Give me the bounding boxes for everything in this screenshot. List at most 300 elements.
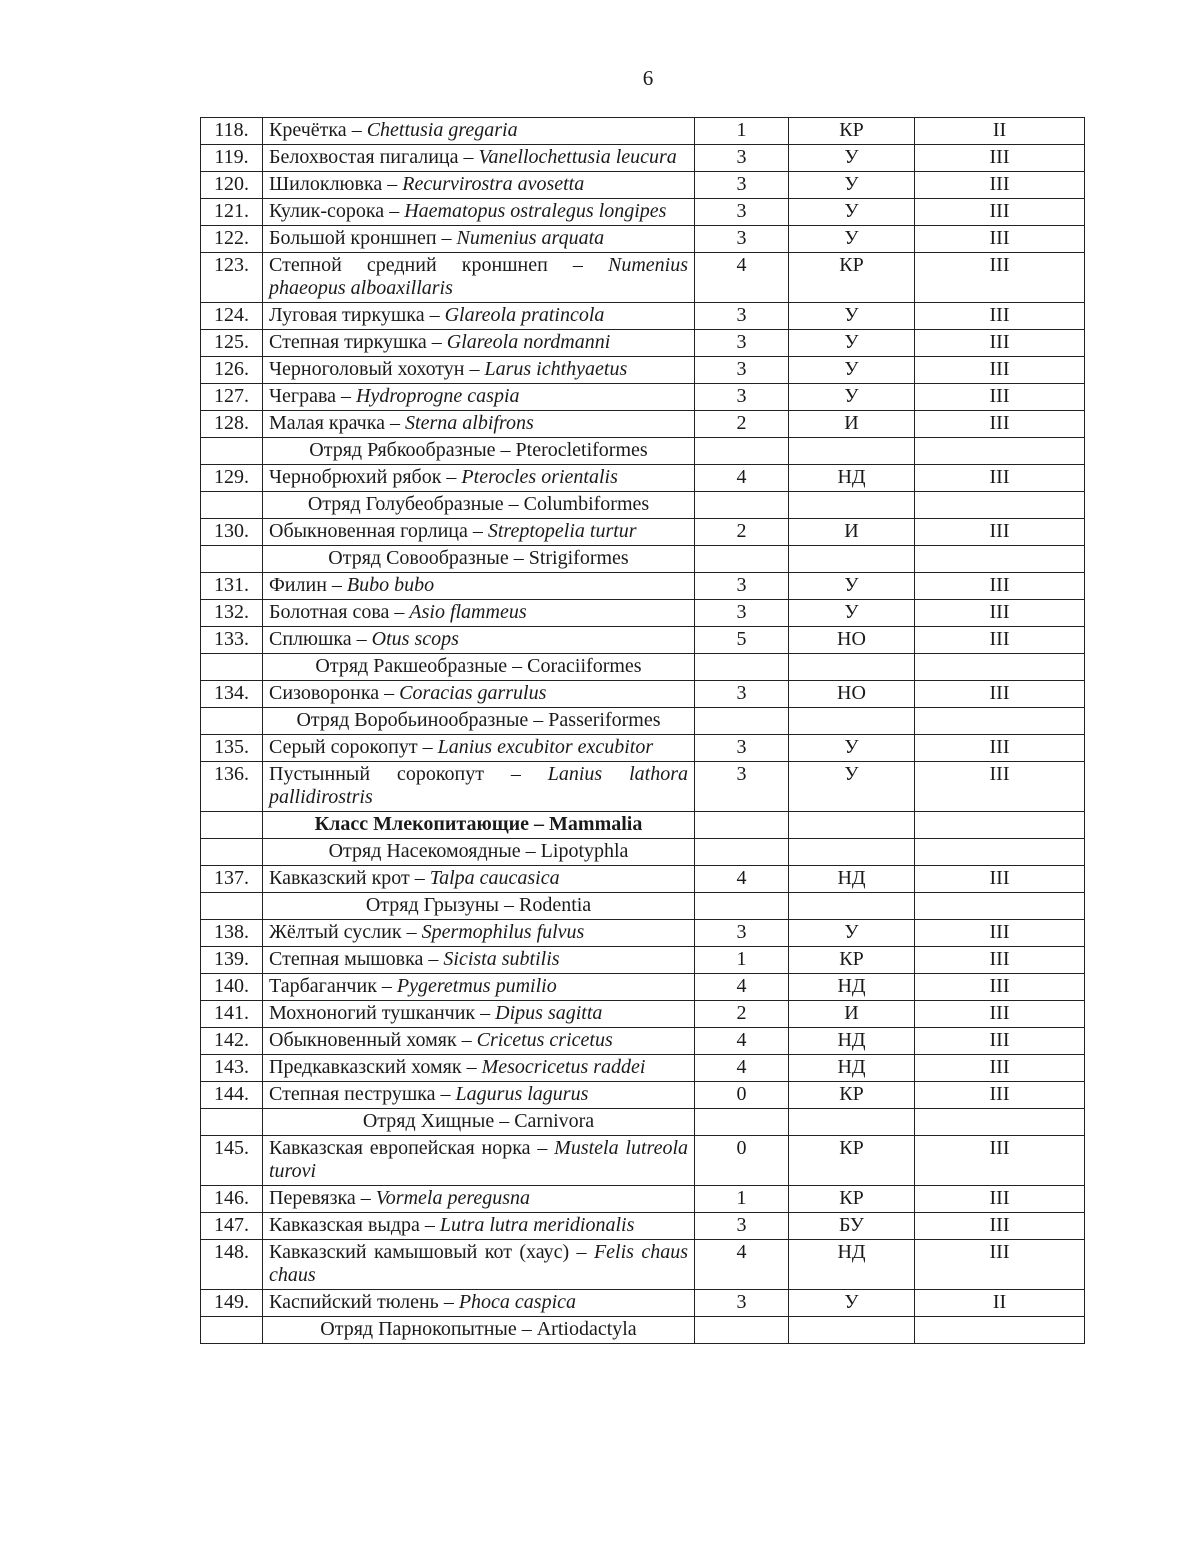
- empty-cell: [695, 1109, 789, 1136]
- table-row: [201, 172, 1085, 199]
- protection-level: III: [915, 1240, 1085, 1290]
- latin-name: Lanius lathora pallidirostris: [269, 763, 688, 808]
- row-number: 144.: [201, 1082, 263, 1109]
- latin-name: Chettusia gregaria: [366, 119, 518, 141]
- empty-cell: [789, 1109, 915, 1136]
- empty-cell: [789, 492, 915, 519]
- species-name: [263, 384, 695, 411]
- row-number: 140.: [201, 974, 263, 1001]
- status-code: У: [789, 920, 915, 947]
- name-separator: –: [436, 227, 457, 249]
- rarity-category: 3: [695, 600, 789, 627]
- rarity-category: 3: [695, 1213, 789, 1240]
- protection-level: II: [915, 118, 1085, 145]
- table-row: [201, 1028, 1085, 1055]
- empty-cell: [695, 893, 789, 920]
- russian-name: Сплюшка: [269, 628, 352, 650]
- status-code: КР: [789, 947, 915, 974]
- russian-name: Луговая тиркушка: [269, 304, 425, 326]
- status-code: НД: [789, 974, 915, 1001]
- species-name: [263, 1136, 695, 1186]
- latin-name: Dipus sagitta: [495, 1002, 603, 1024]
- protection-level: III: [915, 1082, 1085, 1109]
- russian-name: Степная тиркушка: [269, 331, 427, 353]
- name-separator: –: [456, 1029, 477, 1051]
- latin-name: Coracias garrulus: [399, 682, 547, 704]
- order-heading-row: [201, 893, 1085, 920]
- table-row: [201, 1082, 1085, 1109]
- rarity-category: 2: [695, 1001, 789, 1028]
- russian-name: Кулик-сорока: [269, 200, 385, 222]
- russian-name: Пустынный сорокопут: [269, 763, 484, 785]
- empty-cell: [201, 1109, 263, 1136]
- status-code: У: [789, 735, 915, 762]
- status-code: КР: [789, 1186, 915, 1213]
- table-row: [201, 627, 1085, 654]
- empty-cell: [915, 546, 1085, 573]
- name-separator: –: [464, 358, 485, 380]
- species-name: [263, 573, 695, 600]
- status-code: У: [789, 199, 915, 226]
- species-name: [263, 357, 695, 384]
- table-row: [201, 411, 1085, 438]
- row-number: 132.: [201, 600, 263, 627]
- species-name: [263, 145, 695, 172]
- status-code: КР: [789, 1136, 915, 1186]
- protection-level: III: [915, 1186, 1085, 1213]
- protection-level: III: [915, 357, 1085, 384]
- latin-name: Mesocricetus raddei: [481, 1056, 646, 1078]
- rarity-category: 2: [695, 519, 789, 546]
- species-name: [263, 303, 695, 330]
- latin-name: Felis chaus chaus: [269, 1241, 689, 1286]
- species-name: [263, 735, 695, 762]
- status-code: БУ: [789, 1213, 915, 1240]
- status-code: У: [789, 330, 915, 357]
- empty-cell: [789, 438, 915, 465]
- row-number: 135.: [201, 735, 263, 762]
- rarity-category: 3: [695, 762, 789, 812]
- table-row: [201, 1186, 1085, 1213]
- rarity-category: 0: [695, 1136, 789, 1186]
- russian-name: Мохноногий тушканчик: [269, 1002, 476, 1024]
- name-separator: –: [389, 601, 410, 623]
- species-name: [263, 118, 695, 145]
- species-name: [263, 1082, 695, 1109]
- status-code: НО: [789, 681, 915, 708]
- status-code: КР: [789, 118, 915, 145]
- species-name: [263, 600, 695, 627]
- latin-name: Numenius phaeopus alboaxillaris: [269, 254, 688, 299]
- status-code: КР: [789, 1082, 915, 1109]
- rarity-category: 4: [695, 253, 789, 303]
- status-code: У: [789, 357, 915, 384]
- row-number: 127.: [201, 384, 263, 411]
- species-name: [263, 226, 695, 253]
- row-number: 122.: [201, 226, 263, 253]
- species-name: [263, 465, 695, 492]
- table-row: [201, 762, 1085, 812]
- empty-cell: [695, 492, 789, 519]
- table-row: [201, 974, 1085, 1001]
- status-code: НД: [789, 1240, 915, 1290]
- species-name: [263, 519, 695, 546]
- empty-cell: [915, 839, 1085, 866]
- russian-name: Белохвостая пигалица: [269, 146, 459, 168]
- latin-name: Vanellochettusia leucura: [478, 146, 677, 168]
- name-separator: –: [530, 1137, 555, 1159]
- russian-name: Черноголовый хохотун: [269, 358, 465, 380]
- protection-level: III: [915, 947, 1085, 974]
- empty-cell: [695, 708, 789, 735]
- protection-level: III: [915, 762, 1085, 812]
- empty-cell: [201, 708, 263, 735]
- row-number: 131.: [201, 573, 263, 600]
- empty-cell: [201, 893, 263, 920]
- empty-cell: [915, 812, 1085, 839]
- protection-level: III: [915, 226, 1085, 253]
- rarity-category: 0: [695, 1082, 789, 1109]
- row-number: 120.: [201, 172, 263, 199]
- empty-cell: [695, 1317, 789, 1344]
- empty-cell: [201, 812, 263, 839]
- row-number: 147.: [201, 1213, 263, 1240]
- species-name: [263, 1028, 695, 1055]
- russian-name: Кречётка: [269, 119, 347, 141]
- protection-level: III: [915, 199, 1085, 226]
- name-separator: –: [376, 975, 397, 997]
- empty-cell: [789, 812, 915, 839]
- russian-name: Чеграва: [269, 385, 337, 407]
- name-separator: –: [426, 331, 447, 353]
- rarity-category: 4: [695, 1028, 789, 1055]
- row-number: 129.: [201, 465, 263, 492]
- russian-name: Болотная сова: [269, 601, 390, 623]
- order-heading: Отряд Голубеобразные – Columbiformes: [263, 492, 695, 519]
- latin-name: Haematopus ostralegus longipes: [404, 200, 667, 222]
- empty-cell: [915, 654, 1085, 681]
- species-name: [263, 1240, 695, 1290]
- protection-level: III: [915, 1213, 1085, 1240]
- empty-cell: [789, 546, 915, 573]
- rarity-category: 3: [695, 226, 789, 253]
- name-separator: –: [435, 1083, 456, 1105]
- empty-cell: [789, 839, 915, 866]
- protection-level: III: [915, 920, 1085, 947]
- table-row: [201, 1290, 1085, 1317]
- species-name: [263, 253, 695, 303]
- protection-level: III: [915, 1055, 1085, 1082]
- species-name: [263, 199, 695, 226]
- rarity-category: 4: [695, 866, 789, 893]
- latin-name: Spermophilus fulvus: [421, 921, 585, 943]
- name-separator: –: [461, 1056, 482, 1078]
- class-heading-row: [201, 812, 1085, 839]
- table-row: [201, 253, 1085, 303]
- row-number: 121.: [201, 199, 263, 226]
- row-number: 128.: [201, 411, 263, 438]
- latin-name: Bubo bubo: [346, 574, 435, 596]
- protection-level: III: [915, 1136, 1085, 1186]
- latin-name: Vormela peregusna: [375, 1187, 531, 1209]
- russian-name: Кавказская выдра: [269, 1214, 420, 1236]
- latin-name: Sicista subtilis: [443, 948, 560, 970]
- protection-level: III: [915, 384, 1085, 411]
- table-row: [201, 1055, 1085, 1082]
- status-code: НО: [789, 627, 915, 654]
- order-heading: Отряд Грызуны – Rodentia: [263, 893, 695, 920]
- empty-cell: [915, 1317, 1085, 1344]
- species-name: [263, 762, 695, 812]
- protection-level: III: [915, 172, 1085, 199]
- protection-level: III: [915, 145, 1085, 172]
- row-number: 133.: [201, 627, 263, 654]
- species-name: [263, 627, 695, 654]
- rarity-category: 1: [695, 947, 789, 974]
- empty-cell: [915, 1109, 1085, 1136]
- empty-cell: [695, 654, 789, 681]
- row-number: 126.: [201, 357, 263, 384]
- status-code: КР: [789, 253, 915, 303]
- russian-name: Шилоклювка: [269, 173, 383, 195]
- order-heading-row: [201, 1317, 1085, 1344]
- russian-name: Обыкновенный хомяк: [269, 1029, 457, 1051]
- rarity-category: 3: [695, 384, 789, 411]
- protection-level: III: [915, 253, 1085, 303]
- russian-name: Степная пеструшка: [269, 1083, 436, 1105]
- rarity-category: 3: [695, 920, 789, 947]
- name-separator: –: [355, 1187, 376, 1209]
- rarity-category: 5: [695, 627, 789, 654]
- name-separator: –: [385, 412, 406, 434]
- rarity-category: 1: [695, 118, 789, 145]
- rarity-category: 3: [695, 735, 789, 762]
- species-name: [263, 1186, 695, 1213]
- page-number: 6: [642, 66, 654, 90]
- latin-name: Lanius excubitor excubitor: [437, 736, 654, 758]
- russian-name: Малая крачка: [269, 412, 386, 434]
- status-code: У: [789, 384, 915, 411]
- status-code: НД: [789, 465, 915, 492]
- row-number: 134.: [201, 681, 263, 708]
- status-code: У: [789, 145, 915, 172]
- species-name: [263, 330, 695, 357]
- status-code: У: [789, 226, 915, 253]
- order-heading-row: [201, 546, 1085, 573]
- latin-name: Phoca caspica: [458, 1291, 576, 1313]
- russian-name: Кавказский крот: [269, 867, 410, 889]
- russian-name: Обыкновенная горлица: [269, 520, 468, 542]
- table-row: [201, 600, 1085, 627]
- russian-name: Перевязка: [269, 1187, 356, 1209]
- order-heading-row: [201, 654, 1085, 681]
- russian-name: Каспийский тюлень: [269, 1291, 439, 1313]
- table-row: [201, 735, 1085, 762]
- latin-name: Mustela lutreola turovi: [269, 1137, 689, 1182]
- latin-name: Sterna albifrons: [405, 412, 534, 434]
- empty-cell: [789, 654, 915, 681]
- order-heading-row: [201, 839, 1085, 866]
- table-row: [201, 330, 1085, 357]
- rarity-category: 3: [695, 357, 789, 384]
- protection-level: III: [915, 519, 1085, 546]
- order-heading: Отряд Насекомоядные – Lipotyphla: [263, 839, 695, 866]
- table-row: [201, 1213, 1085, 1240]
- name-separator: –: [384, 200, 405, 222]
- row-number: 141.: [201, 1001, 263, 1028]
- protection-level: II: [915, 1290, 1085, 1317]
- species-name: [263, 920, 695, 947]
- table-row: [201, 303, 1085, 330]
- row-number: 123.: [201, 253, 263, 303]
- russian-name: Предкавказский хомяк: [269, 1056, 462, 1078]
- latin-name: Glareola nordmanni: [446, 331, 611, 353]
- table-row: [201, 145, 1085, 172]
- species-name: [263, 411, 695, 438]
- row-number: 143.: [201, 1055, 263, 1082]
- empty-cell: [201, 438, 263, 465]
- latin-name: Otus scops: [371, 628, 459, 650]
- empty-cell: [201, 1317, 263, 1344]
- table-row: [201, 947, 1085, 974]
- rarity-category: 4: [695, 1055, 789, 1082]
- empty-cell: [201, 839, 263, 866]
- latin-name: Lutra lutra meridionalis: [439, 1214, 635, 1236]
- name-separator: –: [547, 254, 608, 276]
- status-code: И: [789, 1001, 915, 1028]
- rarity-category: 3: [695, 172, 789, 199]
- name-separator: –: [417, 736, 438, 758]
- table-row: [201, 573, 1085, 600]
- order-heading-row: [201, 1109, 1085, 1136]
- table-row: [201, 1136, 1085, 1186]
- empty-cell: [201, 654, 263, 681]
- name-separator: –: [467, 520, 488, 542]
- name-separator: –: [409, 867, 430, 889]
- rarity-category: 4: [695, 974, 789, 1001]
- empty-cell: [695, 546, 789, 573]
- latin-name: Hydroprogne caspia: [356, 385, 520, 407]
- name-separator: –: [401, 921, 422, 943]
- status-code: НД: [789, 1028, 915, 1055]
- species-name: [263, 1055, 695, 1082]
- table-row: [201, 465, 1085, 492]
- species-name: [263, 866, 695, 893]
- protection-level: III: [915, 465, 1085, 492]
- order-heading: Отряд Совообразные – Strigiformes: [263, 546, 695, 573]
- order-heading: Отряд Воробьинообразные – Passeriformes: [263, 708, 695, 735]
- table-row: [201, 1001, 1085, 1028]
- row-number: 142.: [201, 1028, 263, 1055]
- rarity-category: 4: [695, 465, 789, 492]
- latin-name: Lagurus lagurus: [455, 1083, 589, 1105]
- empty-cell: [695, 812, 789, 839]
- russian-name: Степной средний кроншнеп: [269, 254, 548, 276]
- name-separator: –: [438, 1291, 459, 1313]
- status-code: У: [789, 600, 915, 627]
- name-separator: –: [569, 1241, 594, 1263]
- class-heading: Класс Млекопитающие – Mammalia: [263, 812, 695, 839]
- russian-name: Большой кроншнеп: [269, 227, 437, 249]
- red-list-table: [200, 117, 1085, 1344]
- protection-level: III: [915, 627, 1085, 654]
- status-code: У: [789, 172, 915, 199]
- name-separator: –: [346, 119, 367, 141]
- row-number: 139.: [201, 947, 263, 974]
- protection-level: III: [915, 974, 1085, 1001]
- status-code: У: [789, 573, 915, 600]
- name-separator: –: [326, 574, 347, 596]
- table-row: [201, 920, 1085, 947]
- russian-name: Степная мышовка: [269, 948, 424, 970]
- row-number: 124.: [201, 303, 263, 330]
- species-name: [263, 172, 695, 199]
- russian-name: Филин: [269, 574, 327, 596]
- table-row: [201, 681, 1085, 708]
- empty-cell: [915, 708, 1085, 735]
- name-separator: –: [475, 1002, 496, 1024]
- empty-cell: [789, 708, 915, 735]
- row-number: 130.: [201, 519, 263, 546]
- order-heading: Отряд Рябкообразные – Pterocletiformes: [263, 438, 695, 465]
- name-separator: –: [424, 304, 445, 326]
- status-code: И: [789, 411, 915, 438]
- rarity-category: 3: [695, 303, 789, 330]
- table-row: [201, 519, 1085, 546]
- empty-cell: [695, 438, 789, 465]
- name-separator: –: [441, 466, 462, 488]
- protection-level: III: [915, 866, 1085, 893]
- name-separator: –: [423, 948, 444, 970]
- status-code: НД: [789, 1055, 915, 1082]
- protection-level: III: [915, 735, 1085, 762]
- rarity-category: 3: [695, 145, 789, 172]
- rarity-category: 3: [695, 573, 789, 600]
- protection-level: III: [915, 681, 1085, 708]
- protection-level: III: [915, 1028, 1085, 1055]
- name-separator: –: [419, 1214, 440, 1236]
- name-separator: –: [351, 628, 372, 650]
- russian-name: Сизоворонка: [269, 682, 380, 704]
- row-number: 138.: [201, 920, 263, 947]
- table-row: [201, 384, 1085, 411]
- status-code: У: [789, 762, 915, 812]
- row-number: 119.: [201, 145, 263, 172]
- latin-name: Streptopelia turtur: [487, 520, 637, 542]
- latin-name: Cricetus cricetus: [476, 1029, 613, 1051]
- empty-cell: [201, 546, 263, 573]
- latin-name: Asio flammeus: [409, 601, 527, 623]
- status-code: У: [789, 1290, 915, 1317]
- protection-level: III: [915, 330, 1085, 357]
- status-code: НД: [789, 866, 915, 893]
- row-number: 149.: [201, 1290, 263, 1317]
- rarity-category: 3: [695, 1290, 789, 1317]
- name-separator: –: [458, 146, 479, 168]
- table-row: [201, 1240, 1085, 1290]
- name-separator: –: [379, 682, 400, 704]
- row-number: 148.: [201, 1240, 263, 1290]
- protection-level: III: [915, 411, 1085, 438]
- russian-name: Жёлтый суслик: [269, 921, 402, 943]
- russian-name: Серый сорокопут: [269, 736, 418, 758]
- protection-level: III: [915, 303, 1085, 330]
- name-separator: –: [483, 763, 548, 785]
- russian-name: Кавказская европейская норка: [269, 1137, 531, 1159]
- rarity-category: 3: [695, 199, 789, 226]
- rarity-category: 4: [695, 1240, 789, 1290]
- russian-name: Тарбаганчик: [269, 975, 377, 997]
